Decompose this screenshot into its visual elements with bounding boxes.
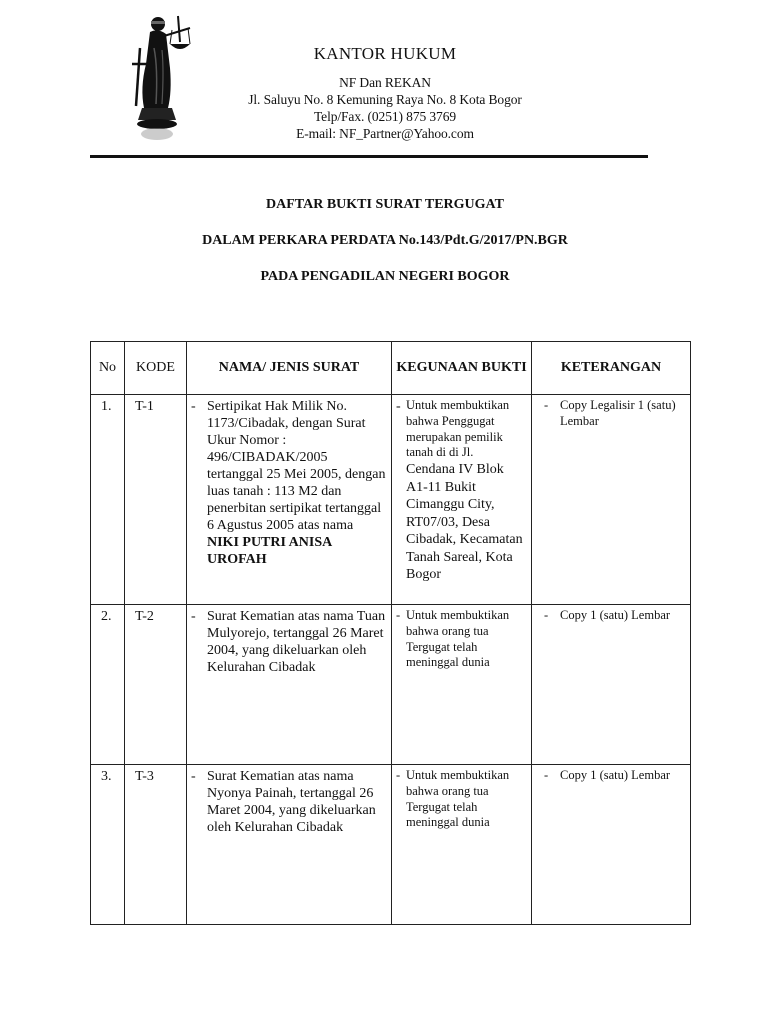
firm-email: E-mail: NF_Partner@Yahoo.com bbox=[296, 126, 474, 141]
row-no: 1. bbox=[91, 395, 125, 605]
header-keterangan: KETERANGAN bbox=[532, 342, 691, 395]
row-nama-text: Surat Kematian atas nama Tuan Mulyorejo, tertanggal 26 Maret 2004, yang dikeluarkan oleh Kelurahan Cibadak bbox=[207, 609, 386, 675]
letterhead bbox=[180, 44, 590, 142]
row-nama: - Surat Kematian atas nama Nyonya Painah, tertanggal 26 Maret 2004, yang dikeluarkan oleh Kelurahan Cibadak bbox=[187, 765, 392, 925]
row-keterangan-text: Copy Legalisir 1 (satu) Lembar bbox=[560, 398, 676, 428]
row-kegunaan-text: Untuk membuktikan bahwa Penggugat merupakan pemilik tanah di di Jl. bbox=[406, 398, 510, 460]
row-keterangan-text: Copy 1 (satu) Lembar bbox=[560, 768, 671, 782]
row-kode: T-1 bbox=[125, 395, 187, 605]
document-title: DAFTAR BUKTI SURAT TERGUGAT bbox=[266, 197, 504, 212]
row-kegunaan-text: Untuk membuktikan bahwa orang tua Tergugat telah meninggal dunia bbox=[406, 608, 510, 670]
row-nama: - Sertipikat Hak Milik No. 1173/Cibadak, dengan Surat Ukur Nomor : 496/CIBADAK/2005 tertanggal 25 Mei 2005, dengan luas tanah : 113 M2 dan penerbitan sertipikat tertanggal 6 Agustus 2005 atas nama NIKI PUTRI ANISA UROFAH bbox=[187, 395, 392, 605]
row-keterangan-text: Copy 1 (satu) Lembar bbox=[560, 608, 671, 622]
table-row bbox=[91, 605, 691, 765]
evidence-table bbox=[90, 341, 691, 925]
row-no: 2. bbox=[91, 605, 125, 765]
court-title: PADA PENGADILAN NEGERI BOGOR bbox=[260, 269, 510, 284]
row-nama: - Surat Kematian atas nama Tuan Mulyorejo, tertanggal 26 Maret 2004, yang dikeluarkan oleh Kelurahan Cibadak bbox=[187, 605, 392, 765]
case-number-title: DALAM PERKARA PERDATA No.143/Pdt.G/2017/PN.BGR bbox=[202, 233, 568, 248]
header-no: No bbox=[91, 342, 125, 395]
row-kode: T-2 bbox=[125, 605, 187, 765]
row-no: 3. bbox=[91, 765, 125, 925]
office-name: KANTOR HUKUM bbox=[313, 44, 457, 63]
row-nama-owner: NIKI PUTRI ANISA UROFAH bbox=[207, 535, 332, 567]
row-keterangan: - Copy 1 (satu) Lembar bbox=[532, 765, 691, 925]
row-nama-text: Surat Kematian atas nama Nyonya Painah, tertanggal 26 Maret 2004, yang dikeluarkan oleh Kelurahan Cibadak bbox=[207, 769, 376, 835]
row-keterangan: - Copy 1 (satu) Lembar bbox=[532, 605, 691, 765]
row-kegunaan: - Untuk membuktikan bahwa orang tua Tergugat telah meninggal dunia bbox=[392, 605, 532, 765]
row-kegunaan: - Untuk membuktikan bahwa orang tua Tergugat telah meninggal dunia bbox=[392, 765, 532, 925]
row-kode: T-3 bbox=[125, 765, 187, 925]
row-kegunaan-text: Untuk membuktikan bahwa orang tua Tergugat telah meninggal dunia bbox=[406, 768, 510, 830]
row-kegunaan-address: Cendana IV Blok A1-11 Bukit Cimanggu City, RT07/03, Desa Cibadak, Kecamatan Tanah Sareal, Kota Bogor bbox=[406, 462, 523, 583]
header-divider bbox=[90, 155, 648, 158]
header-nama: NAMA/ JENIS SURAT bbox=[187, 342, 392, 395]
row-nama-text: Sertipikat Hak Milik No. 1173/Cibadak, dengan Surat Ukur Nomor : 496/CIBADAK/2005 tertanggal 25 Mei 2005, dengan luas tanah : 113 M2 dan penerbitan sertipikat tertanggal 6 Agustus 2005 atas nama bbox=[207, 399, 386, 533]
table-row bbox=[91, 395, 691, 605]
row-kegunaan: - Untuk membuktikan bahwa Penggugat merupakan pemilik tanah di di Jl. Cendana IV Blok A1-11 Bukit Cimanggu City, RT07/03, Desa Cibadak, Kecamatan Tanah Sareal, Kota Bogor bbox=[392, 395, 532, 605]
table-row bbox=[91, 765, 691, 925]
header-kegunaan: KEGUNAAN BUKTI bbox=[392, 342, 532, 395]
firm-phone: Telp/Fax. (0251) 875 3769 bbox=[313, 109, 457, 124]
firm-name: NF Dan REKAN bbox=[339, 75, 431, 90]
header-kode: KODE bbox=[125, 342, 187, 395]
firm-address: Jl. Saluyu No. 8 Kemuning Raya No. 8 Kota Bogor bbox=[248, 92, 522, 107]
table-header-row bbox=[91, 342, 691, 395]
row-keterangan: - Copy Legalisir 1 (satu) Lembar bbox=[532, 395, 691, 605]
